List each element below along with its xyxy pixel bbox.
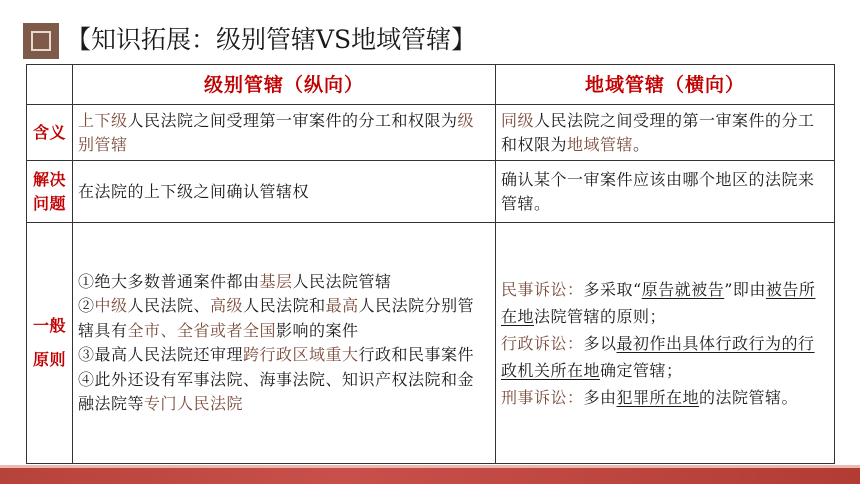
title-marker-icon [23, 23, 59, 59]
cell-text: ④此外还设有军事法院、海事法院、知识产权法院和金融法院等 [78, 369, 475, 413]
cell-principle-level [73, 223, 496, 464]
cell-text: 民事诉讼： [501, 279, 584, 299]
list-item [78, 270, 490, 295]
row-label-line: 一般 [32, 316, 66, 335]
cell-text: 高级 [210, 296, 244, 315]
cell-text: 影响的案件 [276, 320, 359, 340]
cell-text: ①绝大多数普通案件都由 [78, 271, 260, 291]
cell-text: 人民法院和 [243, 296, 326, 315]
list-item [78, 368, 490, 417]
cell-text: ”即由 [724, 279, 766, 299]
cell-text: ③最高人民法院还审理 [78, 345, 244, 364]
comparison-table [26, 64, 835, 464]
cell-text: 专门人民法院 [144, 394, 244, 413]
cell-principle-region [496, 223, 835, 464]
page-title: 【知识拓展：级别管辖VS地域管辖】 [66, 25, 477, 54]
cell-text: 最初作出具体行政行为的行政机关所在地 [501, 333, 815, 380]
cell-text: 原告就被告 [641, 279, 725, 299]
list-item [501, 384, 829, 411]
cell-text: 人民法院之间受理第一审案件的分工和权限为 [127, 110, 458, 130]
cell-text: 刑事诉讼： [501, 387, 584, 407]
cell-text: ② [78, 296, 95, 315]
cell-text: 确定管辖； [600, 360, 683, 380]
cell-text: 人民法院管辖 [292, 271, 392, 291]
cell-text: 人民法院、 [127, 296, 211, 315]
cell-text: 最高 [325, 296, 359, 315]
list-item [501, 330, 829, 384]
cell-text: 多由 [583, 387, 617, 407]
cell-meaning-level [73, 105, 496, 161]
column-header-level: 级别管辖（纵向） [73, 65, 496, 105]
cell-text: 同级 [501, 110, 535, 130]
column-header-region: 地域管辖（横向） [496, 65, 835, 105]
cell-text: 行政诉讼： [501, 333, 584, 353]
cell-text: 的法院管辖。 [699, 387, 799, 407]
cell-text: 级别管辖 [78, 110, 475, 154]
row-label-line: 问题 [32, 193, 66, 213]
cell-text: 人民法院之间受理的第一审案件的分工和权限为 [501, 110, 815, 154]
header-row [27, 65, 835, 105]
cell-text: 犯罪所在地 [616, 387, 700, 407]
cell-text: 多以 [583, 333, 617, 353]
cell-problem-region: 确认某个一审案件应该由哪个地区的法院来管辖。 [496, 161, 835, 223]
row-label-line: 原则 [32, 350, 66, 369]
cell-text: 地域管辖 [567, 134, 634, 154]
bottom-decoration-bar [0, 468, 860, 484]
cell-text: 全市、全省或者全国 [127, 320, 277, 340]
table-row [27, 105, 835, 161]
cell-text: 法院管辖的原则； [534, 306, 667, 326]
list-item [501, 276, 829, 330]
cell-text: 中级 [94, 296, 128, 315]
row-label-problem [27, 161, 73, 223]
row-label-principle [27, 223, 73, 464]
cell-text: 被告所在地 [501, 279, 816, 326]
table-row [27, 161, 835, 223]
corner-cell [27, 65, 73, 105]
cell-text: 人民法院分别管辖具有 [78, 296, 475, 340]
cell-problem-level: 在法院的上下级之间确认管辖权 [73, 161, 496, 223]
cell-text: 行政和民事案件 [358, 345, 475, 364]
list-item [78, 343, 490, 368]
cell-text: 多采取“ [583, 279, 642, 299]
cell-text: 上下级 [78, 110, 128, 130]
cell-text: 基层 [259, 271, 293, 291]
cell-text: 跨行政区域重大 [243, 345, 359, 364]
row-label-line: 解决 [32, 169, 66, 189]
row-label-meaning: 含义 [27, 105, 73, 161]
cell-meaning-region [496, 105, 835, 161]
cell-text: 。 [633, 134, 650, 154]
list-item [78, 294, 490, 343]
table-row [27, 223, 835, 464]
